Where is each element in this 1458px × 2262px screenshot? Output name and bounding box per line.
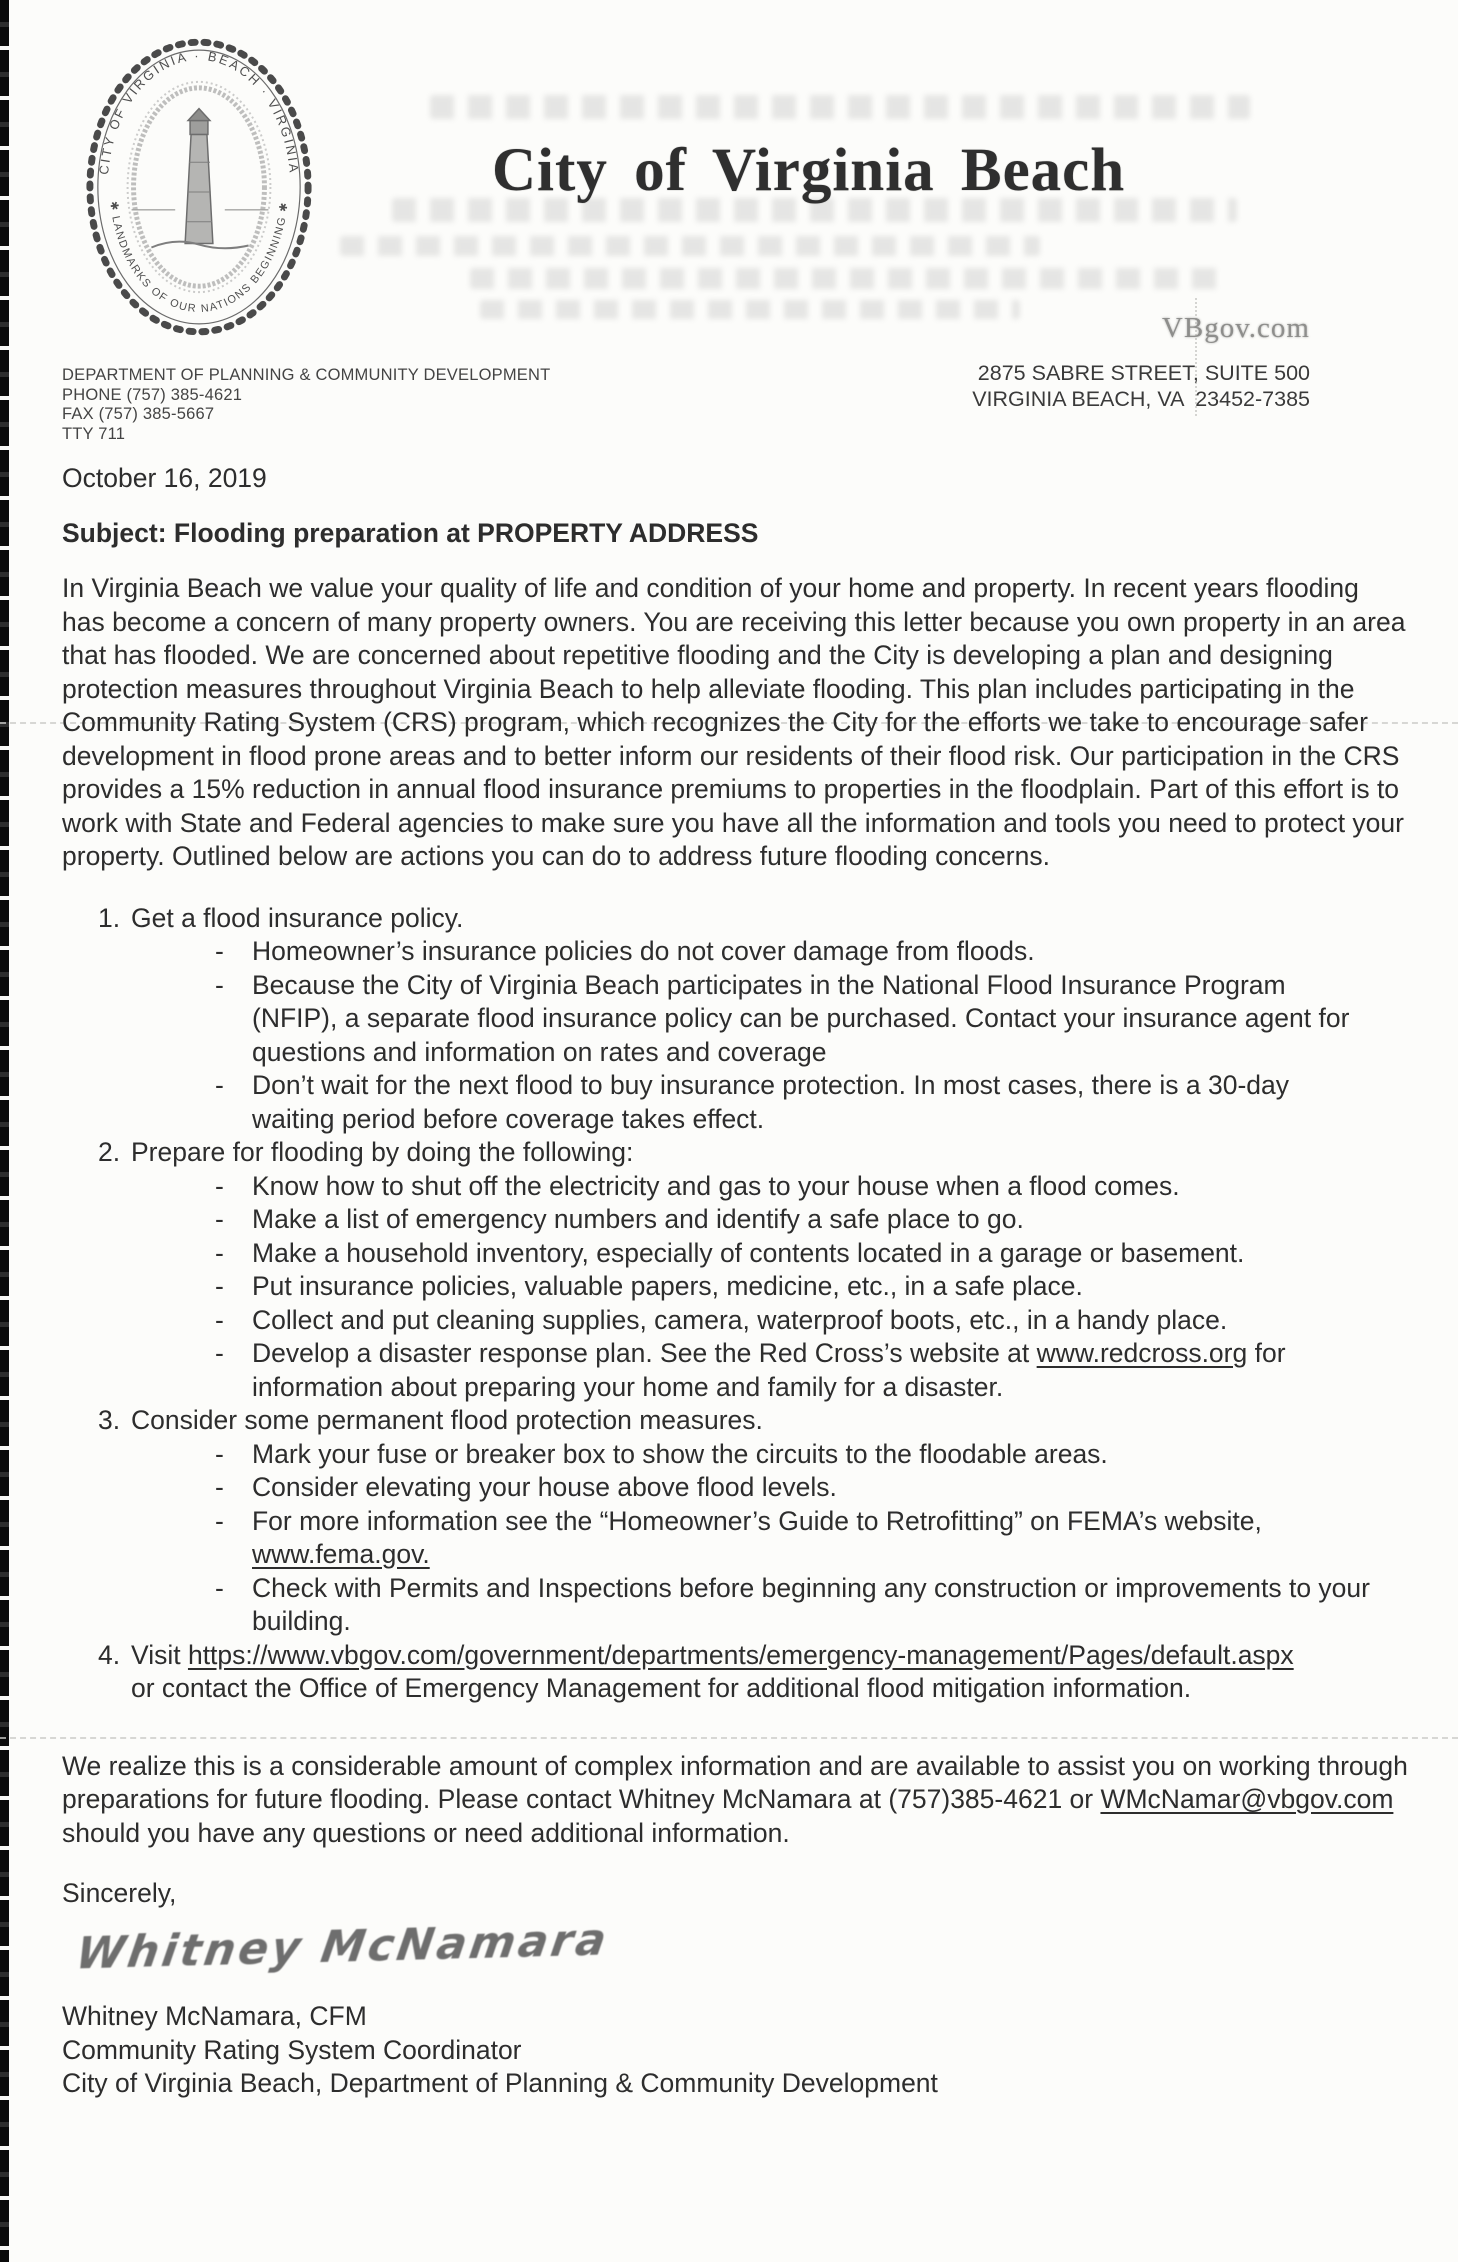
link-text: https://www.vbgov.com/government/departments/emergency-management/Pages/default.aspx [187, 1639, 1294, 1670]
list-item-text [131, 902, 1301, 936]
bullet-text [252, 1505, 1372, 1572]
bullet-item [62, 1170, 1408, 1204]
bleed-through-artifact [480, 300, 1020, 319]
address-line: 2875 SABRE STREET, SUITE 500 [977, 361, 1310, 385]
link-text: WMcNamar@vbgov.com [1100, 1784, 1394, 1814]
bullet-item [62, 1270, 1408, 1304]
bleed-through-artifact [470, 268, 1230, 289]
bullet-item [62, 935, 1408, 969]
subject-line: Subject: Flooding preparation at PROPERTY ADDRESS [62, 517, 759, 548]
link-text: www.redcross.org [1036, 1338, 1248, 1368]
bullet-item [62, 969, 1408, 1070]
text-segment: Prepare for flooding by doing the following: [131, 1137, 634, 1167]
dash-marker: - [215, 1505, 224, 1536]
intro-paragraph: In Virginia Beach we value your quality of life and condition of your home and property. In recent years flooding has become a concern of many property owners. You are receiving this letter because you own property in an area that has flooded. We are concerned about repetitive flooding and the City is developing a plan and designing protection measures throughout Virginia Beach to help alleviate flooding. This plan includes participating in the Community Rating System (CRS) program, which recognizes the City for the efforts we take to encourage safer development in flood prone areas and to better inform our residents of their flood risk. Our participation in the CRS provides a 15% reduction in annual flood insurance premiums to properties in the floodplain. Part of this effort is to work with State and Federal agencies to make sure you have all the information and tools you need to protect your property. Outlined below are actions you can do to address future flooding concerns. [62, 573, 1406, 871]
dash-marker: - [215, 969, 224, 1000]
bullet-text [252, 1203, 1372, 1237]
text-segment: We realize this is a considerable amount of complex information and are available to assist you on working through preparations for future flooding. Please contact Whitney McNamara at (757)385-4621 or [62, 1750, 1408, 1814]
department-contact-block [62, 366, 550, 444]
handwritten-signature: Whitney McNamara [72, 1914, 613, 1980]
organization-title: City of Virginia Beach [492, 137, 1126, 204]
org-address-block [972, 360, 1310, 412]
text-segment: Collect and put cleaning supplies, camera, waterproof boots, etc., in a handy place. [252, 1304, 1228, 1335]
text-segment: Put insurance policies, valuable papers, medicine, etc., in a safe place. [252, 1271, 1083, 1301]
signoff-text: Sincerely, [62, 1877, 177, 1908]
signer-block [62, 2000, 1408, 2101]
list-item-head [62, 1639, 1408, 1706]
list-item-text [131, 1639, 1301, 1706]
letter-body [62, 462, 1408, 2101]
dash-marker: - [215, 1170, 224, 1201]
text-segment: Know how to shut off the electricity and gas to your house when a flood comes. [252, 1170, 1180, 1201]
dash-marker: - [215, 1271, 224, 1301]
bullet-item [62, 1471, 1408, 1505]
signer-name: Whitney McNamara, CFM [62, 2001, 367, 2031]
dash-marker: - [215, 936, 224, 966]
dash-marker: - [215, 1304, 224, 1335]
text-segment: Make a household inventory, especially of contents located in a garage or basement. [252, 1237, 1245, 1268]
bullet-text [252, 1270, 1372, 1304]
list-item-head [62, 902, 1408, 936]
address-line: VIRGINIA BEACH, VA 23452-7385 [972, 387, 1310, 411]
tty-line: TTY 711 [62, 424, 126, 443]
dash-marker: - [215, 1572, 224, 1603]
text-segment: or contact the Office of Emergency Management for additional flood mitigation information. [131, 1673, 1192, 1703]
text-segment: Get a flood insurance policy. [131, 902, 464, 933]
action-list [62, 902, 1408, 1706]
bullet-item [62, 1505, 1408, 1572]
signer-title: Community Rating System Coordinator [62, 2034, 522, 2065]
text-segment: Don’t wait for the next flood to buy insurance protection. In most cases, there is a 30-day waiting period before coverage takes effect. [252, 1070, 1289, 1134]
list-item [62, 1404, 1408, 1639]
text-segment: Mark your fuse or breaker box to show the circuits to the floodable areas. [252, 1438, 1108, 1469]
dash-marker: - [215, 1338, 224, 1368]
text-segment: Consider some permanent flood protection measures. [131, 1405, 763, 1435]
bullet-text [252, 1069, 1372, 1136]
text-segment: Consider elevating your house above flood levels. [252, 1472, 837, 1502]
lighthouse-icon [132, 109, 269, 249]
bullet-text [252, 1170, 1372, 1204]
text-segment: Visit [131, 1639, 188, 1670]
seal-bottom-text: ✱ LANDMARKS OF OUR NATIONS BEGINNING ✱ [107, 200, 291, 316]
dash-marker: - [215, 1237, 224, 1268]
bullet-item [62, 1237, 1408, 1271]
bullet-text [252, 1438, 1372, 1472]
text-segment: Homeowner’s insurance policies do not cover damage from floods. [252, 936, 1035, 966]
signer-org: City of Virginia Beach, Department of Planning & Community Development [62, 2068, 938, 2098]
list-item [62, 902, 1408, 1137]
bullet-item [62, 1069, 1408, 1136]
city-seal [80, 30, 318, 344]
org-website: VBgov.com [1161, 312, 1310, 344]
list-item-number: 3. [98, 1405, 121, 1435]
bleed-through-artifact [430, 95, 1250, 119]
bullet-text [252, 1337, 1372, 1404]
fax-line: FAX (757) 385-5667 [62, 405, 215, 423]
text-segment: Because the City of Virginia Beach participates in the National Flood Insurance Program (NFIP), a separate flood insurance policy can be purchased. Contact your insurance agent for questions and information on rates and coverage [252, 969, 1350, 1067]
dash-marker: - [215, 1070, 224, 1100]
list-item-text [131, 1136, 1301, 1170]
bullet-item [62, 1572, 1408, 1639]
phone-line: PHONE (757) 385-4621 [62, 385, 243, 404]
bullet-text [252, 1471, 1372, 1505]
dash-marker: - [215, 1204, 224, 1234]
list-item-head [62, 1404, 1408, 1438]
dash-marker: - [215, 1472, 224, 1502]
text-segment: Make a list of emergency numbers and identify a safe place to go. [252, 1204, 1024, 1234]
bullet-item [62, 1304, 1408, 1338]
dash-marker: - [215, 1438, 224, 1469]
bullet-text [252, 1304, 1372, 1338]
list-item-head [62, 1136, 1408, 1170]
list-item-number: 1. [98, 902, 121, 933]
text-segment: for information about preparing your home and family for a disaster. [252, 1338, 1286, 1402]
letter-date: October 16, 2019 [62, 463, 267, 493]
link-text: www.fema.gov. [252, 1539, 430, 1569]
text-segment: For more information see the “Homeowner’s Guide to Retrofitting” on FEMA’s website, [252, 1505, 1262, 1536]
closing-paragraph [62, 1750, 1408, 1851]
bullet-item [62, 1203, 1408, 1237]
list-item-number: 2. [98, 1137, 121, 1167]
list-item [62, 1639, 1408, 1706]
scan-edge-artifact [0, 0, 9, 2262]
list-item-number: 4. [98, 1639, 121, 1670]
list-item-text [131, 1404, 1301, 1438]
text-segment: should you have any questions or need additional information. [62, 1817, 790, 1848]
bullet-text [252, 1572, 1372, 1639]
bullet-text [252, 969, 1372, 1070]
bullet-item [62, 1438, 1408, 1472]
bullet-text [252, 935, 1372, 969]
department-name: DEPARTMENT OF PLANNING & COMMUNITY DEVELOPMENT [62, 366, 551, 384]
bullet-text [252, 1237, 1372, 1271]
text-segment: Develop a disaster response plan. See the Red Cross’s website at [252, 1338, 1037, 1368]
bullet-item [62, 1337, 1408, 1404]
bleed-through-artifact [340, 236, 1040, 256]
text-segment: Check with Permits and Inspections before beginning any construction or improvements to your building. [252, 1572, 1370, 1636]
seal-top-text: CITY OF VIRGINIA · BEACH · VIRGINIA [96, 47, 302, 176]
list-item [62, 1136, 1408, 1404]
